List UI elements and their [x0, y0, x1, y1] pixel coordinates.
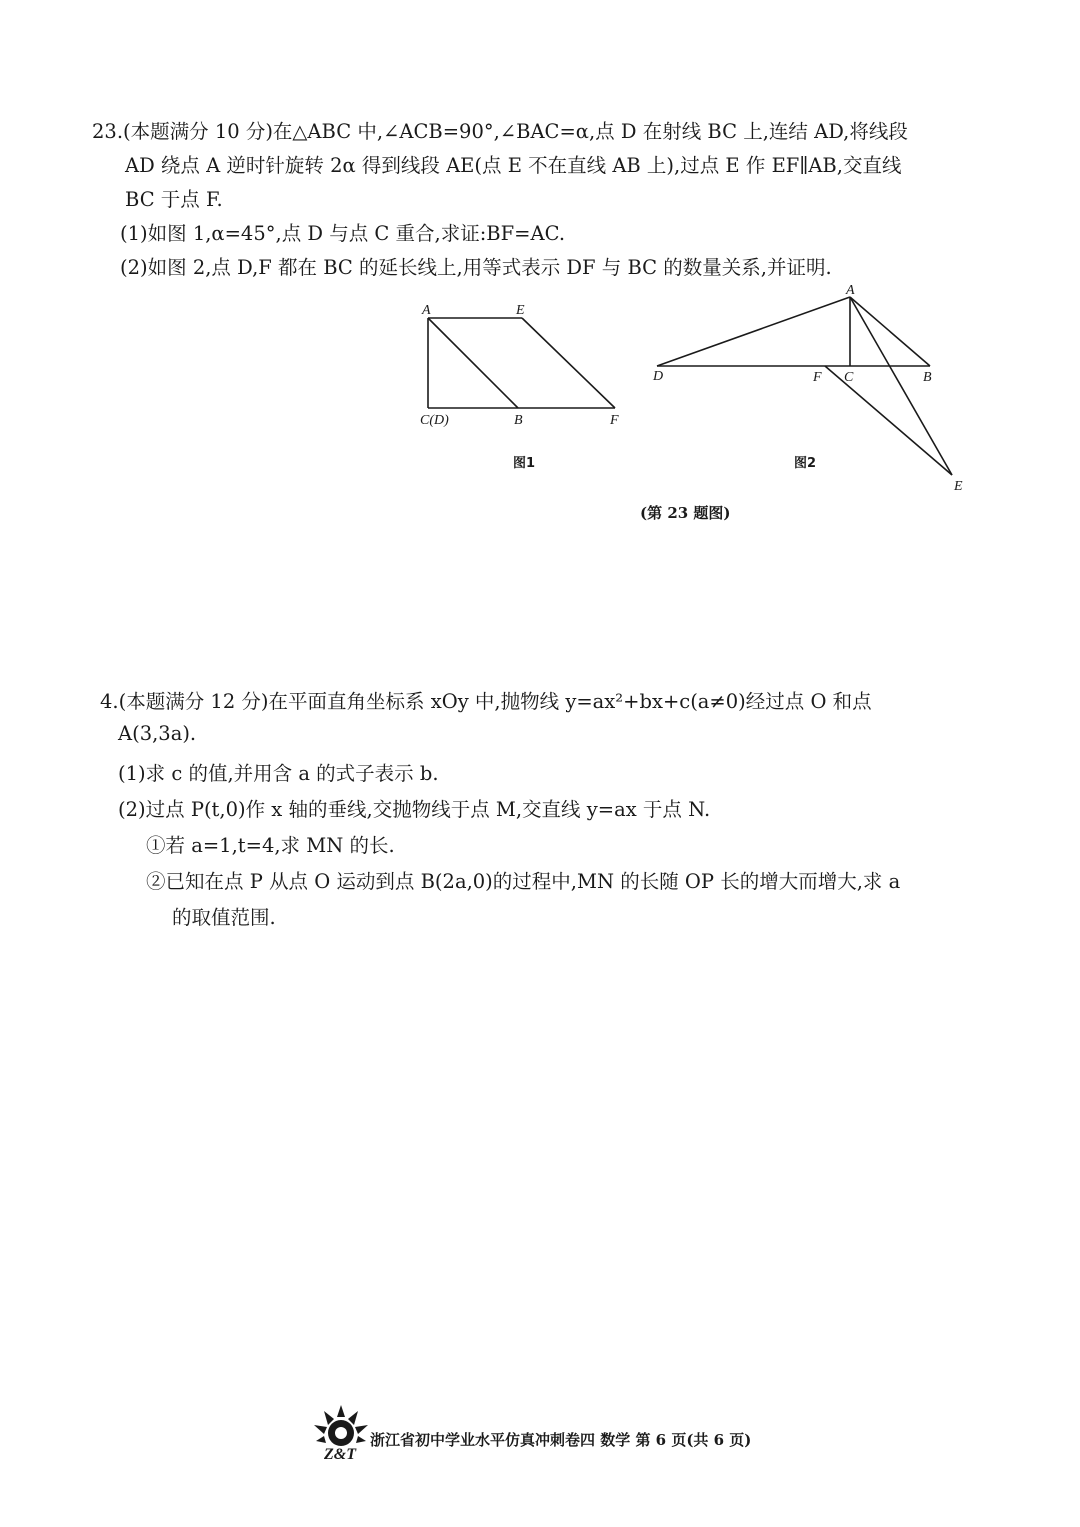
label-F: F [610, 413, 619, 428]
segment-AB [428, 318, 518, 408]
publisher-logo [310, 1403, 372, 1461]
figure-1-caption: 图1 [513, 456, 536, 471]
q23-part-1: (1)如图 1,α=45°,点 D 与点 C 重合,求证:BF=AC. [120, 222, 566, 245]
logo-text: Z&T [324, 1446, 356, 1461]
segment-AB [850, 297, 930, 366]
segment-AE [850, 297, 952, 475]
segment-AD [657, 297, 850, 366]
question-23 [92, 116, 996, 286]
q23-line-2: AD 绕点 A 逆时针旋转 2α 得到线段 AE(点 E 不在直线 AB 上),过点 E 作 EF∥AB,交直线 [125, 154, 902, 177]
label-CD: C(D) [420, 413, 449, 428]
label-E: E [516, 303, 525, 318]
page-footer [310, 1403, 790, 1463]
label-E: E [954, 479, 963, 494]
q24-sub-2: ②已知在点 P 从点 O 运动到点 B(2a,0)的过程中,MN 的长随 OP 长的增大而增大,求 a [146, 870, 901, 893]
footer-text: 浙江省初中学业水平仿真冲刺卷四 数学 第 6 页(共 6 页) [370, 1431, 752, 1449]
figure-caption-23: (第 23 题图) [640, 504, 731, 522]
figure-2-caption: 图2 [794, 456, 817, 471]
label-A: A [846, 283, 855, 298]
q24-sub-2-cont: 的取值范围. [172, 906, 276, 929]
label-C: C [844, 370, 854, 385]
figure-1 [405, 290, 645, 480]
q24-line-1: 4.(本题满分 12 分)在平面直角坐标系 xOy 中,抛物线 y=ax²+bx+c(a≠0)经过点 O 和点 [100, 690, 872, 713]
q23-part-2: (2)如图 2,点 D,F 都在 BC 的延长线上,用等式表示 DF 与 BC 的数量关系,并证明. [120, 256, 832, 279]
segment-EF [522, 318, 615, 408]
label-F: F [813, 370, 822, 385]
question-24 [96, 686, 996, 936]
figure-2 [645, 280, 975, 495]
q24-part-2: (2)过点 P(t,0)作 x 轴的垂线,交抛物线于点 M,交直线 y=ax 于点 N. [118, 798, 711, 821]
q23-line-3: BC 于点 F. [125, 188, 223, 211]
q24-line-2: A(3,3a). [118, 722, 197, 745]
label-A: A [422, 303, 431, 318]
label-B: B [923, 370, 932, 385]
label-B: B [514, 413, 523, 428]
q23-line-1: 23.(本题满分 10 分)在△ABC 中,∠ACB=90°,∠BAC=α,点 D 在射线 BC 上,连结 AD,将线段 [92, 120, 908, 143]
q24-part-1: (1)求 c 的值,并用含 a 的式子表示 b. [118, 762, 439, 785]
label-D: D [653, 369, 664, 384]
q24-sub-1: ①若 a=1,t=4,求 MN 的长. [146, 834, 395, 857]
